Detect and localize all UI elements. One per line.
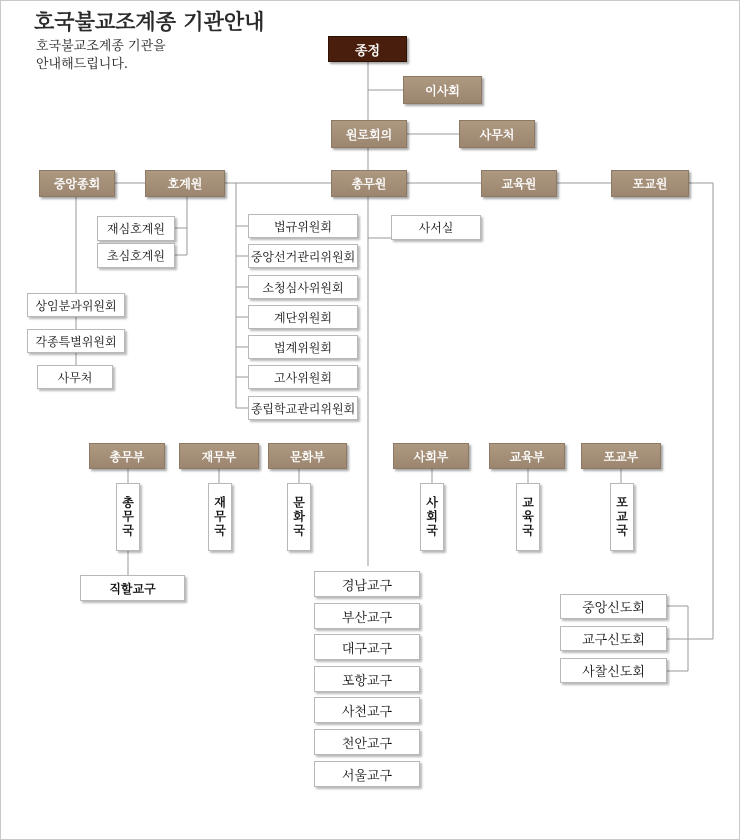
node-bureau-social: 사회국	[420, 483, 444, 551]
node-first-trial: 초심호계원	[97, 243, 175, 268]
node-bureau-education: 교육국	[516, 483, 540, 551]
node-dept-finance: 재무부	[179, 443, 259, 469]
node-bureau-propagation: 포교국	[610, 483, 634, 551]
page-subtitle: 호국불교조계종 기관을 안내해드립니다.	[36, 39, 166, 72]
node-district-5: 사천교구	[314, 697, 420, 723]
node-jongjeong: 종정	[328, 36, 407, 62]
node-district-6: 천안교구	[314, 729, 420, 755]
node-committee-6: 고사위원회	[248, 365, 358, 389]
node-committee-3: 소청심사위원회	[248, 275, 358, 299]
node-board: 이사회	[403, 76, 482, 104]
node-committee-4: 계단위원회	[248, 305, 358, 329]
node-district-2: 부산교구	[314, 603, 420, 629]
node-district-4: 포항교구	[314, 666, 420, 692]
node-bureau-general: 총무국	[116, 483, 140, 551]
node-admin: 총무원	[331, 170, 407, 197]
node-protection: 호계원	[145, 170, 225, 197]
node-standing-committee: 상임분과위원회	[27, 293, 125, 317]
node-retrial: 재심호계원	[97, 216, 175, 241]
page-title: 호국불교조계종 기관안내	[34, 10, 265, 34]
node-bureau-finance: 재무국	[208, 483, 232, 551]
node-district-7: 서울교구	[314, 761, 420, 787]
node-central-council: 중앙종회	[39, 170, 115, 197]
node-committee-1: 법규위원회	[248, 214, 358, 238]
node-dept-propagation: 포교부	[581, 443, 661, 469]
node-secretariat: 사서실	[391, 215, 481, 240]
node-propagation-institute: 포교원	[611, 170, 689, 197]
node-bureau-culture: 문화국	[287, 483, 311, 551]
node-education-institute: 교육원	[481, 170, 557, 197]
node-district-3: 대구교구	[314, 634, 420, 660]
node-dept-education: 교육부	[489, 443, 565, 469]
node-lay-central: 중앙신도회	[560, 594, 667, 619]
node-direct-district: 직할교구	[80, 575, 185, 601]
node-elders: 원로회의	[331, 120, 407, 148]
node-special-committee: 각종특별위원회	[27, 329, 125, 353]
node-dept-culture: 문화부	[268, 443, 347, 469]
node-committee-5: 법계위원회	[248, 335, 358, 359]
node-dept-social: 사회부	[393, 443, 469, 469]
node-council-office: 사무처	[37, 365, 113, 389]
node-committee-2: 중앙선거관리위원회	[248, 244, 358, 268]
node-dept-general: 총무부	[89, 443, 165, 469]
node-elders-office: 사무처	[459, 120, 535, 148]
node-district-1: 경남교구	[314, 571, 420, 597]
node-committee-7: 종립학교관리위원회	[248, 396, 358, 420]
node-lay-district: 교구신도회	[560, 626, 667, 651]
node-lay-temple: 사찰신도회	[560, 658, 667, 683]
